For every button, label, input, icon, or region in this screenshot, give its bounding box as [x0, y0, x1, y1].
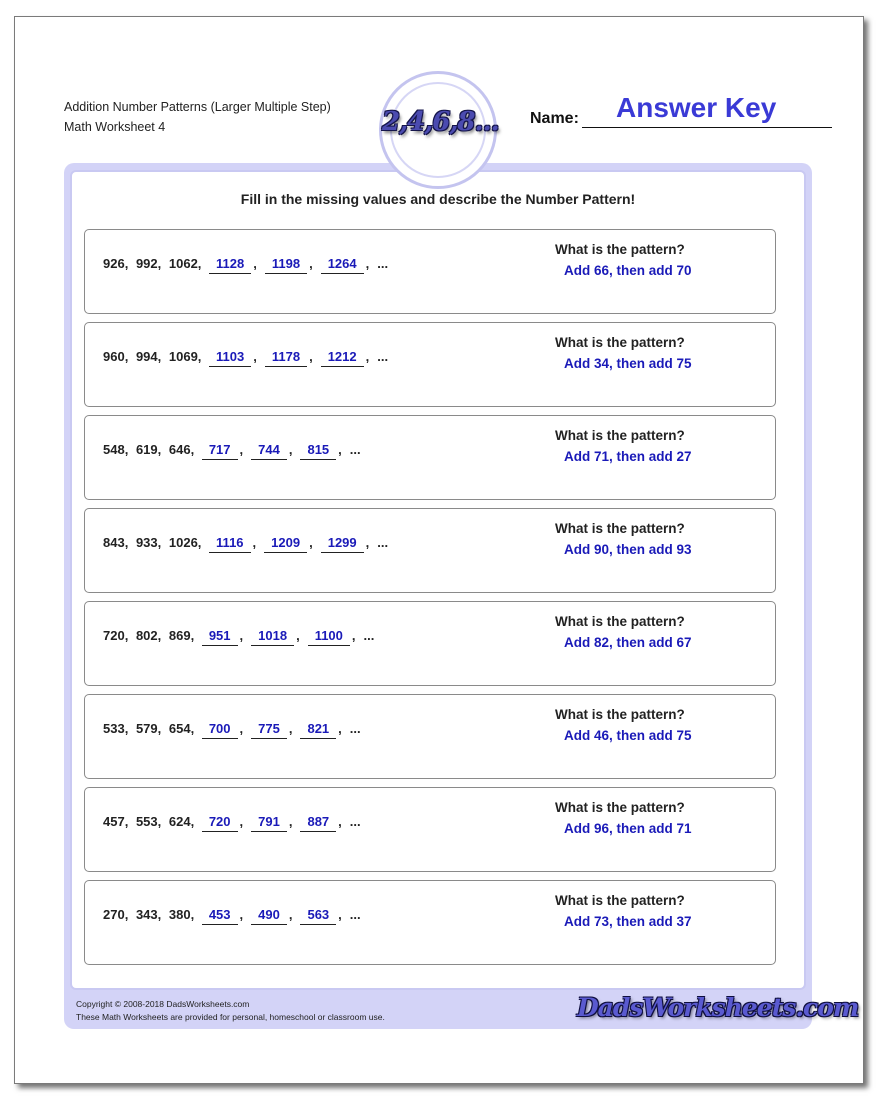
- pattern-answer: Add 73, then add 37: [564, 914, 692, 929]
- answer-blank[interactable]: 700: [202, 721, 238, 739]
- given-number: 1062,: [168, 256, 202, 271]
- given-number: 933,: [135, 535, 162, 550]
- problem-card: [84, 694, 776, 779]
- problem-card: [84, 508, 776, 593]
- comma-separator: ,: [288, 442, 293, 457]
- number-sequence: [103, 814, 361, 832]
- answer-blank[interactable]: 490: [251, 907, 287, 925]
- sequence-logo-text: 2,4,6,8...: [382, 107, 499, 137]
- given-number: 533,: [103, 721, 129, 736]
- pattern-question: What is the pattern?: [555, 242, 685, 257]
- given-number: 624,: [168, 814, 195, 829]
- given-number: 1069,: [168, 349, 202, 364]
- number-sequence: [103, 256, 388, 274]
- answer-blank[interactable]: 1103: [209, 349, 251, 367]
- given-number: 654,: [168, 721, 195, 736]
- given-number: 579,: [135, 721, 162, 736]
- answer-blank[interactable]: 744: [251, 442, 287, 460]
- answer-blank[interactable]: 815: [300, 442, 336, 460]
- given-number: 646,: [168, 442, 195, 457]
- comma-separator: ,: [239, 628, 244, 643]
- ellipsis: ...: [349, 907, 361, 922]
- instructions: Fill in the missing values and describe the Number Pattern!: [240, 191, 636, 207]
- comma-separator: ,: [309, 349, 313, 364]
- ellipsis: ...: [377, 349, 389, 364]
- sequence-logo-badge: [379, 71, 497, 189]
- worksheet-title: [64, 97, 331, 137]
- comma-separator: ,: [365, 256, 370, 271]
- problem-card: [84, 229, 776, 314]
- answer-key-label: Answer Key: [616, 92, 777, 123]
- pattern-question: What is the pattern?: [555, 800, 685, 815]
- given-number: 960,: [103, 349, 129, 364]
- copyright-text: Copyright © 2008-2018 DadsWorksheets.com: [76, 999, 250, 1009]
- given-number: 548,: [103, 442, 129, 457]
- comma-separator: ,: [252, 535, 257, 550]
- comma-separator: ,: [351, 628, 356, 643]
- comma-separator: ,: [239, 442, 244, 457]
- comma-separator: ,: [365, 349, 370, 364]
- answer-blank[interactable]: 1116: [209, 535, 251, 553]
- pattern-answer: Add 71, then add 27: [564, 449, 692, 464]
- answer-blank[interactable]: 1209: [264, 535, 307, 553]
- problem-card: [84, 880, 776, 965]
- pattern-question: What is the pattern?: [555, 521, 685, 536]
- number-sequence: [103, 442, 361, 460]
- ellipsis: ...: [377, 256, 389, 271]
- problem-card: [84, 601, 776, 686]
- ellipsis: ...: [349, 442, 361, 457]
- name-field: [530, 92, 832, 128]
- pattern-answer: Add 34, then add 75: [564, 356, 692, 371]
- given-number: 270,: [103, 907, 129, 922]
- answer-blank[interactable]: 1198: [265, 256, 307, 274]
- pattern-question: What is the pattern?: [555, 335, 685, 350]
- given-number: 553,: [135, 814, 162, 829]
- comma-separator: ,: [288, 907, 293, 922]
- ellipsis: ...: [349, 721, 361, 736]
- given-number: 802,: [135, 628, 162, 643]
- answer-blank[interactable]: 887: [300, 814, 336, 832]
- title-line-2: Math Worksheet 4: [64, 120, 166, 134]
- pattern-question: What is the pattern?: [555, 893, 685, 908]
- answer-blank[interactable]: 1299: [321, 535, 364, 553]
- pattern-question: What is the pattern?: [555, 614, 685, 629]
- comma-separator: ,: [239, 814, 244, 829]
- given-number: 869,: [168, 628, 195, 643]
- given-number: 1026,: [168, 535, 202, 550]
- comma-separator: ,: [239, 721, 244, 736]
- answer-blank[interactable]: 453: [202, 907, 238, 925]
- answer-blank[interactable]: 791: [251, 814, 287, 832]
- comma-separator: ,: [253, 256, 257, 271]
- number-sequence: [103, 535, 388, 553]
- answer-blank[interactable]: 821: [300, 721, 336, 739]
- usage-notice: These Math Worksheets are provided for personal, homeschool or classroom use.: [76, 1012, 385, 1022]
- title-line-1: Addition Number Patterns (Larger Multiple Step): [64, 100, 331, 114]
- problem-card: [84, 415, 776, 500]
- answer-blank[interactable]: 1264: [321, 256, 364, 274]
- comma-separator: ,: [338, 442, 342, 457]
- pattern-question: What is the pattern?: [555, 428, 685, 443]
- pattern-answer: Add 90, then add 93: [564, 542, 692, 557]
- answer-blank[interactable]: 1212: [321, 349, 364, 367]
- given-number: 343,: [135, 907, 162, 922]
- answer-blank[interactable]: 775: [251, 721, 287, 739]
- footer-text: [76, 998, 385, 1024]
- comma-separator: ,: [253, 349, 257, 364]
- name-underline: [582, 127, 832, 128]
- number-sequence: [103, 628, 374, 646]
- given-number: 843,: [103, 535, 129, 550]
- comma-separator: ,: [239, 907, 244, 922]
- answer-blank[interactable]: 717: [202, 442, 238, 460]
- pattern-answer: Add 66, then add 70: [564, 263, 692, 278]
- answer-blank[interactable]: 1100: [308, 628, 350, 646]
- given-number: 720,: [103, 628, 129, 643]
- given-number: 380,: [168, 907, 195, 922]
- ellipsis: ...: [349, 814, 361, 829]
- comma-separator: ,: [288, 721, 293, 736]
- answer-blank[interactable]: 1018: [251, 628, 294, 646]
- comma-separator: ,: [309, 256, 313, 271]
- given-number: 994,: [135, 349, 162, 364]
- problem-card: [84, 322, 776, 407]
- comma-separator: ,: [338, 721, 342, 736]
- answer-blank[interactable]: 1128: [209, 256, 251, 274]
- number-sequence: [103, 721, 361, 739]
- pattern-answer: Add 46, then add 75: [564, 728, 692, 743]
- given-number: 992,: [135, 256, 162, 271]
- ellipsis: ...: [363, 628, 375, 643]
- comma-separator: ,: [296, 628, 300, 643]
- number-sequence: [103, 907, 361, 925]
- comma-separator: ,: [288, 814, 293, 829]
- number-sequence: [103, 349, 388, 367]
- given-number: 619,: [135, 442, 162, 457]
- problem-card: [84, 787, 776, 872]
- given-number: 457,: [103, 814, 129, 829]
- comma-separator: ,: [365, 535, 370, 550]
- comma-separator: ,: [309, 535, 313, 550]
- comma-separator: ,: [338, 907, 342, 922]
- given-number: 926,: [103, 256, 129, 271]
- pattern-question: What is the pattern?: [555, 707, 685, 722]
- dadsworksheets-logo: DadsWorksheets.com: [577, 993, 859, 1022]
- pattern-answer: Add 82, then add 67: [564, 635, 692, 650]
- pattern-answer: Add 96, then add 71: [564, 821, 692, 836]
- answer-blank[interactable]: 951: [202, 628, 238, 646]
- answer-blank[interactable]: 720: [202, 814, 238, 832]
- comma-separator: ,: [338, 814, 342, 829]
- answer-blank[interactable]: 1178: [265, 349, 307, 367]
- ellipsis: ...: [377, 535, 389, 550]
- answer-blank[interactable]: 563: [300, 907, 336, 925]
- name-label: Name:: [530, 110, 579, 127]
